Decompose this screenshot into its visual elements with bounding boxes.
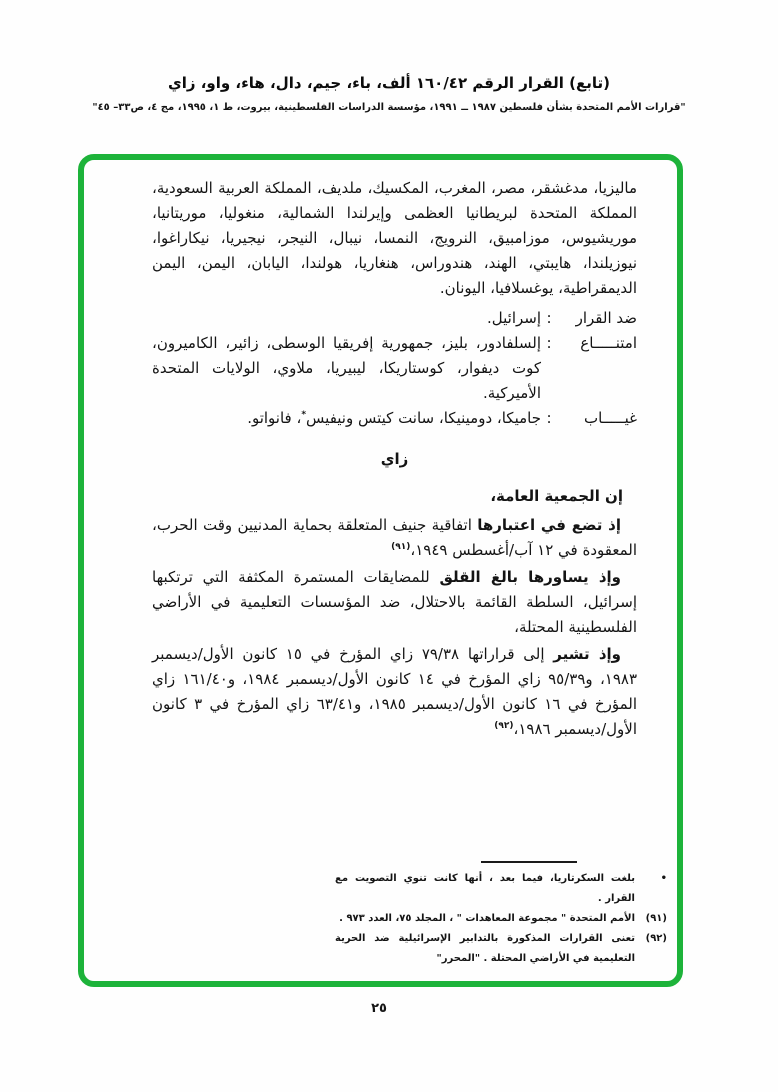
footnote-separator [481, 861, 577, 863]
vote-row-against [152, 306, 637, 331]
footnote-92-text: تعنى القرارات المذكورة بالتدابير الإسرائيلية ضد الحرية التعليمية في الأراضي المحتلة . "المحرر" [335, 933, 635, 964]
footnote-asterisk-marker: • [660, 873, 667, 884]
abstained-value: إلسلفادور، بليز، جمهورية إفريقيا الوسطى، زائير، الكاميرون، كوت ديفوار، كوستاريكا، ليبيريا، ملاوي، الولايات المتحدة الأميركية. [152, 334, 541, 402]
footnotes-section [335, 861, 667, 969]
vote-row-absent [152, 406, 637, 431]
concern-text: للمضايقات المستمرة المكثفة التي ترتكبها إسرائيل، السلطة القائمة بالاحتلال، ضد المؤسسات التعليمية في الأراضي الفلسطينية المحتلة، [152, 568, 637, 636]
preamble-recalling [152, 642, 637, 742]
footnote-ref-asterisk: * [301, 410, 307, 420]
footnote-91-text: الأمم المتحدة " مجموعة المعاهدات " ، المجلد ٧٥، العدد ٩٧٣ . [339, 913, 635, 924]
considering-lead: إذ تضع في اعتبارها [477, 516, 621, 534]
document-header [0, 74, 778, 113]
section-heading-zay: زاي [380, 450, 409, 468]
in-favour-countries-list: ماليزيا، مدغشقر، مصر، المغرب، المكسيك، ملديف، المملكة العربية السعودية، المملكة المتحدة لبريطانيا العظمى وإيرلندا الشمالية، منغوليا، موريتانيا، موريشيوس، موزامبيق، النرويج، النمسا، نيبال، النيجر، نيجيريا، نيكاراغوا، نيوزيلندا، هايبتي، الهند، هندوراس، هنغاريا، هولندا، اليابان، اليمن، اليمن الديمقراطية، يوغسلافيا، اليونان. [152, 179, 637, 297]
against-colon: : [546, 309, 552, 327]
absent-label: غيـــــاب [583, 409, 637, 427]
abstained-label: امتنـــــاع [580, 334, 637, 352]
against-label: ضد القرار [575, 309, 637, 327]
footnote-ref-92: (٩٢) [494, 721, 514, 731]
footnote-asterisk-text: بلغت السكرتاريا، فيما بعد ، أنها كانت تنوي التصويت مع القرار . [335, 873, 635, 904]
footnote-ref-91: (٩١) [391, 542, 411, 552]
footnote-91 [335, 909, 667, 929]
considering-text: اتفاقية جنيف المتعلقة بحماية المدنيين وقت الحرب، المعقودة في ١٢ آب/أغسطس ١٩٤٩، [152, 516, 637, 559]
assembly-opener: إن الجمعية العامة، [490, 487, 623, 505]
resolution-title: (تابع) القرار الرقم ١٦٠/٤٢ ألف، باء، جيم، دال، هاء، واو، زاي [167, 74, 611, 92]
abstained-colon: : [546, 334, 552, 352]
content-border-box [78, 154, 683, 987]
preamble-considering [152, 513, 637, 563]
footnote-91-marker: (٩١) [645, 913, 667, 924]
absent-colon: : [546, 409, 552, 427]
resolution-body [152, 176, 667, 969]
source-citation: "قرارات الأمم المتحدة بشأن فلسطين ١٩٨٧ ــ ١٩٩١، مؤسسة الدراسات الفلسطينية، بيروت، ط ١، ١٩٩٥، مج ٤، ص٣٣– ٤٥" [92, 102, 686, 113]
absent-value [152, 406, 541, 431]
footnote-92-marker: (٩٢) [645, 933, 667, 944]
absent-value-text: جاميكا، دومينيكا، سانت كيتس ونيفيس [306, 409, 541, 427]
footnote-92 [335, 929, 667, 969]
preamble-concern [152, 565, 637, 640]
against-value: إسرائيل. [486, 309, 541, 327]
concern-lead: وإذ يساورها بالغ القلق [439, 568, 621, 586]
absent-value-tail: ، فانواتو. [247, 409, 302, 427]
page-number: ٢٥ [371, 1001, 387, 1016]
vote-row-abstained [152, 331, 637, 406]
recalling-text: إلى قراراتها ٧٩/٣٨ زاي المؤرخ في ١٥ كانون الأول/ديسمبر ١٩٨٣، و٩٥/٣٩ زاي المؤرخ في ١٤ كانون الأول/ديسمبر ١٩٨٤، و١٦١/٤٠ زاي المؤرخ في ١٦ كانون الأول/ديسمبر ١٩٨٥، و٦٣/٤١ زاي المؤرخ في ٣ كانون الأول/ديسمبر ١٩٨٦، [152, 645, 638, 738]
footnote-asterisk [335, 869, 667, 909]
recalling-lead: وإذ تشير [553, 645, 621, 663]
